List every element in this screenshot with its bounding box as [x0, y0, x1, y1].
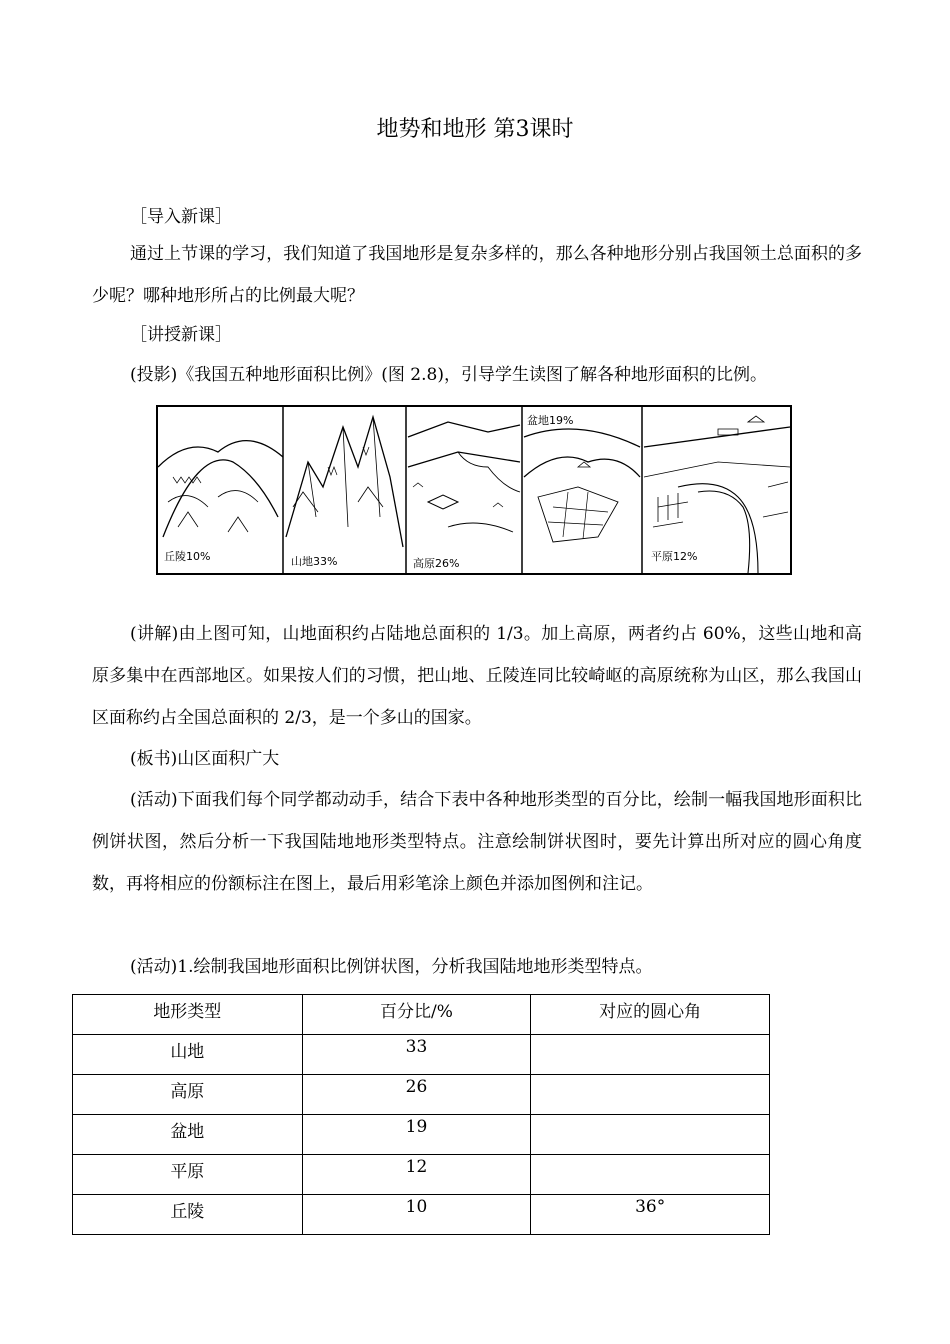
- terrain-table: [72, 994, 770, 1235]
- panel-basin-illustration: [524, 429, 640, 542]
- table-row: [73, 1115, 770, 1155]
- panel-label-mountains: 山地33%: [291, 555, 338, 568]
- table-cell: 19: [302, 1115, 531, 1155]
- table-cell: [531, 1155, 770, 1195]
- table-header: 对应的圆心角: [531, 995, 770, 1035]
- panel-mountains-illustration: [286, 417, 403, 547]
- table-cell: [531, 1075, 770, 1115]
- panel-label-hills: 丘陵10%: [164, 550, 211, 563]
- intro-heading: ［导入新课］: [130, 207, 232, 227]
- panel-label-plateau: 高原26%: [413, 557, 460, 570]
- table-cell: 36°: [531, 1195, 770, 1235]
- table-cell: 10: [302, 1195, 531, 1235]
- table-header: 百分比/%: [302, 995, 531, 1035]
- activity-paragraph: (活动)下面我们每个同学都动动手，结合下表中各种地形类型的百分比，绘制一幅我国地形面积比例饼状图，然后分析一下我国陆地地形类型特点。注意绘制饼状图时，要先计算出所对应的圆心角度数，再将相应的份额标注在图上，最后用彩笔涂上颜色并添加图例和注记。: [92, 790, 862, 894]
- explain-paragraph: (讲解)由上图可知，山地面积约占陆地总面积的 1/3。加上高原，两者约占 60%，这些山地和高原多集中在西部地区。如果按人们的习惯，把山地、丘陵连同比较崎岖的高原统称为山区，那么我国山区面称约占全国总面积的 2/3，是一个多山的国家。: [92, 624, 862, 728]
- table-cell: 12: [302, 1155, 531, 1195]
- activity-task: (活动)1.绘制我国地形面积比例饼状图，分析我国陆地地形类型特点。: [130, 957, 653, 977]
- table-cell: 盆地: [73, 1115, 303, 1155]
- projection-paragraph: (投影)《我国五种地形面积比例》(图 2.8)，引导学生读图了解各种地形面积的比例。: [130, 365, 767, 385]
- table-row: [73, 1075, 770, 1115]
- table-cell: 丘陵: [73, 1195, 303, 1235]
- table-row: [73, 1155, 770, 1195]
- table-cell: 33: [302, 1035, 531, 1075]
- table-row: [73, 1195, 770, 1235]
- terrain-proportion-figure: [156, 405, 792, 575]
- table-cell: 26: [302, 1075, 531, 1115]
- table-cell: 高原: [73, 1075, 303, 1115]
- panel-label-basin: 盆地19%: [527, 414, 574, 427]
- table-header: 地形类型: [73, 995, 303, 1035]
- table-cell: 山地: [73, 1035, 303, 1075]
- panel-plateau-illustration: [408, 422, 520, 532]
- teach-heading: ［讲授新课］: [130, 325, 232, 345]
- table-cell: [531, 1035, 770, 1075]
- board-note: (板书)山区面积广大: [130, 749, 280, 769]
- table-header-row: [73, 995, 770, 1035]
- intro-paragraph: 通过上节课的学习，我们知道了我国地形是复杂多样的，那么各种地形分别占我国领土总面积的多少呢？哪种地形所占的比例最大呢？: [92, 244, 862, 306]
- page-title: 地势和地形 第3课时: [376, 117, 574, 142]
- table-row: [73, 1035, 770, 1075]
- table-cell: 平原: [73, 1155, 303, 1195]
- panel-hills-illustration: [158, 441, 283, 537]
- panel-label-plain: 平原12%: [651, 550, 698, 563]
- table-cell: [531, 1115, 770, 1155]
